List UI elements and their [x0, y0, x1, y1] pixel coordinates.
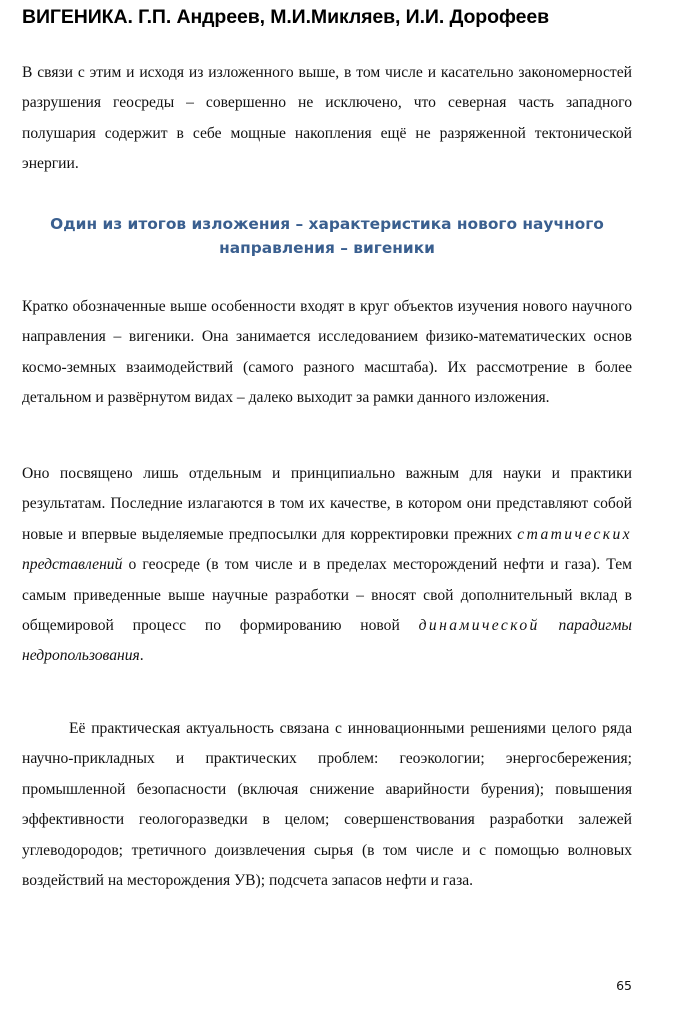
- section-title-line-2: направления – вигеники: [219, 239, 435, 257]
- paragraph-practical-relevance: Её практическая актуальность связана с инновационными решениями целого ряда научно-прикладных и практических проблем: геоэкологии; энергосбережения; промышленной безопасности (включая снижение аварийности бурения); повышения эффективности геологоразведки в целом; совершенствования разработки залежей углеводородов; третичного доизвлечения сырья (в том числе и с помощью волновых воздействий на месторождения УВ); подсчета запасов нефти и газа.: [22, 720, 632, 890]
- paragraph-results-text-3: .: [139, 647, 144, 665]
- emphasis-representations: представлений: [22, 556, 123, 574]
- section-title-line-1: Один из итогов изложения – характеристика нового научного: [50, 215, 604, 233]
- page-number: 65: [616, 978, 632, 993]
- paragraph-results-text-1: Оно посвящено лишь отдельным и принципиально важным для науки и практики результатам. Последние излагаются в том их качестве, в котором они представляют собой новые и впервые выделяемые предпосылки для корректировки прежних: [22, 465, 632, 543]
- paragraph-results-text-2: о геосреде (в том числе и в пределах месторождений нефти и газа). Тем самым приведенные выше научные разработки – вносят свой дополнительный вклад в общемировой процесс по формированию новой: [22, 556, 632, 635]
- emphasis-dynamic: динамической: [418, 617, 540, 635]
- section-title: [22, 212, 632, 260]
- paragraph-results: [22, 459, 632, 672]
- paragraph-tectonic-energy: В связи с этим и исходя из изложенного выше, в том числе и касательно закономерностей разрушения геосреды – совершенно не исключено, что северная часть западного полушария содержит в себе мощные накопления ещё не разряженной тектонической энергии.: [22, 64, 632, 173]
- paragraph-vigenika-definition: Кратко обозначенные выше особенности входят в круг объектов изучения нового научного направления – вигеники. Она занимается исследованием физико-математических основ космо-земных взаимодействий (самого разного масштаба). Их рассмотрение в более детальном и развёрнутом видах – далеко выходит за рамки данного изложения.: [22, 298, 632, 407]
- emphasis-paradigm: парадигмы недропользования: [22, 617, 632, 665]
- emphasis-static: статических: [517, 525, 632, 543]
- running-header: ВИГЕНИКА. Г.П. Андреев, М.И.Микляев, И.И. Дорофеев: [22, 6, 550, 28]
